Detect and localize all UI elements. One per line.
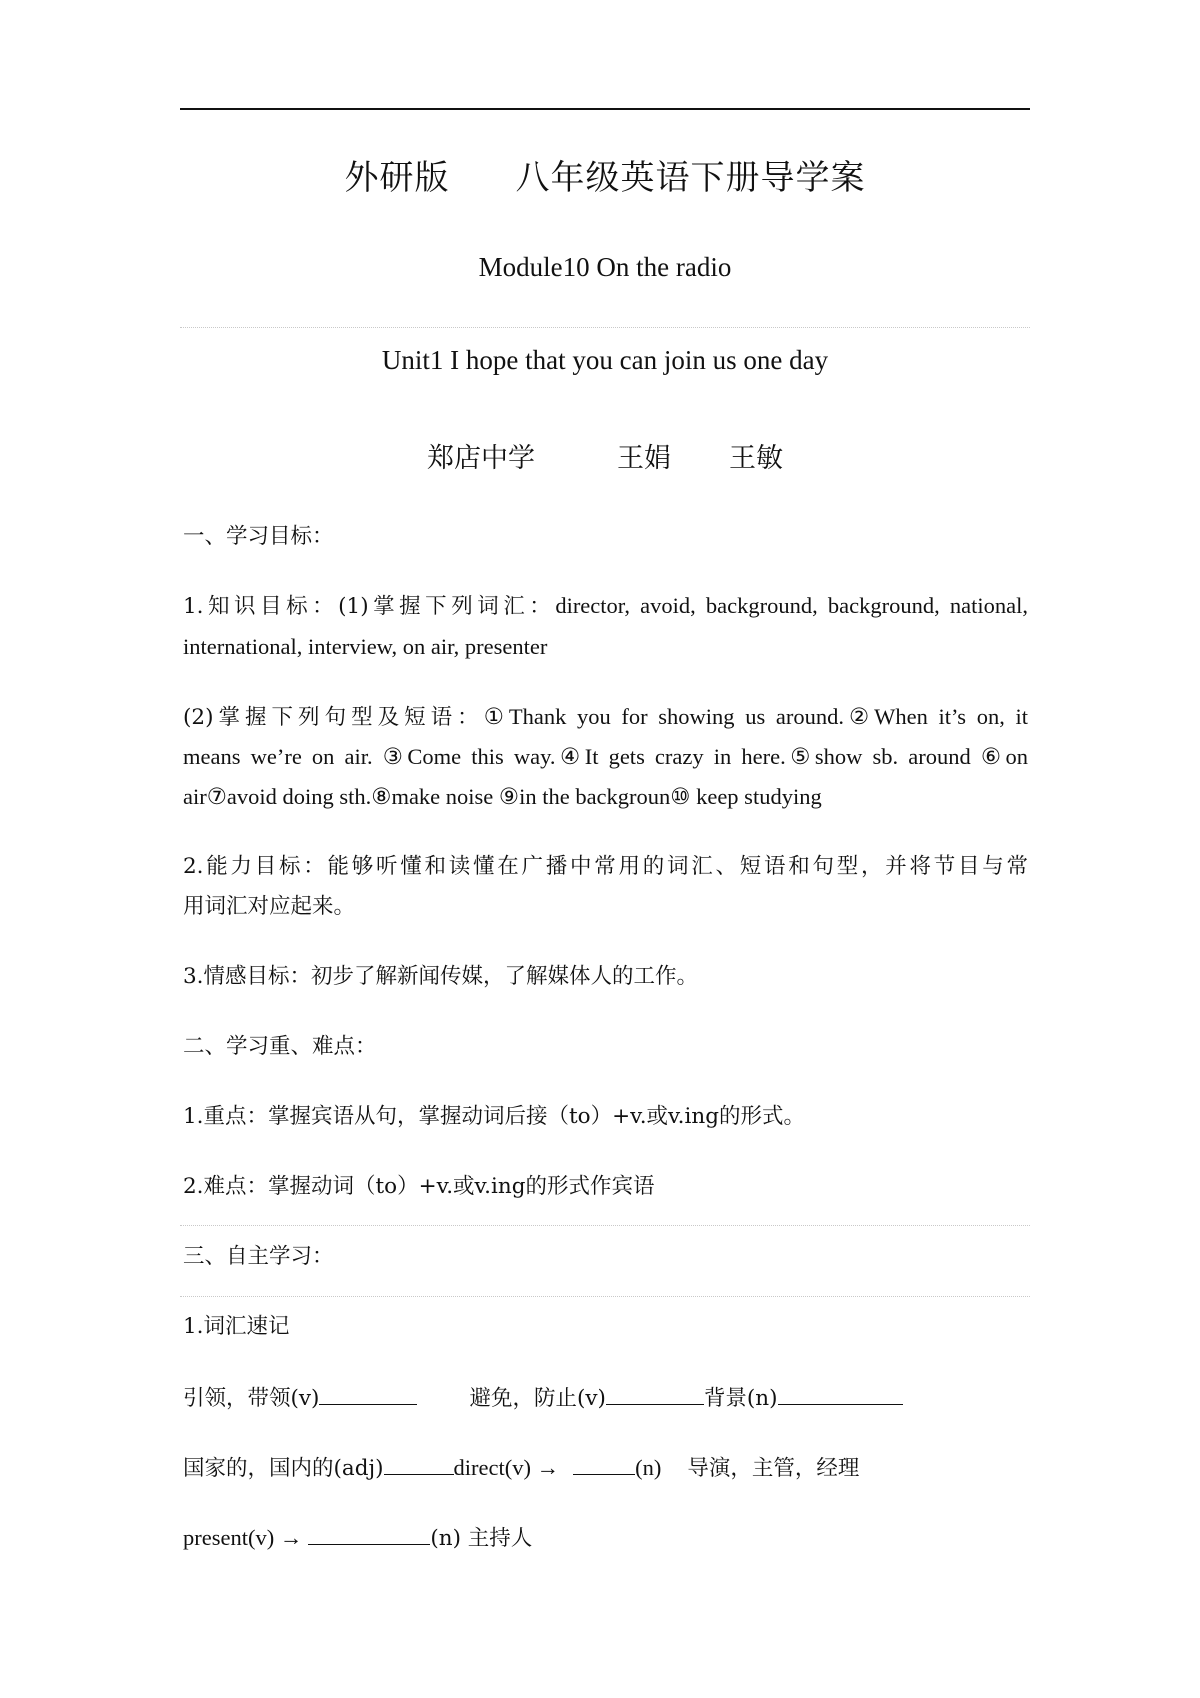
vocab-prompt: 引领，带领(v) xyxy=(183,1386,320,1411)
vocab-list-continued: international, interview, on air, presenter xyxy=(183,634,548,659)
vocab-prompt: direct(v) → xyxy=(453,1455,560,1480)
section-heading: 二、学习重、难点： xyxy=(183,1034,377,1059)
difficult-point: 2.难点：掌握动词（to）+v.或v.ing的形式作宾语 xyxy=(183,1174,655,1199)
vocab-row xyxy=(183,1452,1028,1484)
sentence-patterns-line xyxy=(183,702,1028,733)
vocab-list: director, avoid, background, background, national, xyxy=(555,593,1028,618)
answer-blank[interactable] xyxy=(308,1522,430,1545)
vocab-prompt: 导演，主管，经理 xyxy=(687,1456,860,1481)
sentence-patterns-continued: means we’re on air. ③Come this way.④It gets crazy in here.⑤show sb. around ⑥on xyxy=(183,744,1028,769)
vocab-heading: 1.词汇速记 xyxy=(183,1314,290,1339)
sentence-patterns-continued: air⑦avoid doing sth.⑧make noise ⑨in the backgroun⑩ keep studying xyxy=(183,784,822,809)
title-publisher: 外研版 xyxy=(344,158,450,198)
ability-goal: 2.能力目标：能够听懂和读懂在广播中常用的词汇、短语和句型，并将节目与常 xyxy=(183,854,1028,879)
section-heading: 三、自主学习： xyxy=(183,1244,334,1269)
author-name: 王敏 xyxy=(729,443,783,474)
school-name: 郑店中学 xyxy=(427,443,535,474)
vocab-row xyxy=(183,1382,1028,1414)
title-book: 八年级英语下册导学案 xyxy=(515,158,866,198)
section-heading: 一、学习目标： xyxy=(183,524,334,549)
sentence-patterns: ①Thank you for showing us around.②When it’s on, it xyxy=(483,704,1028,729)
vocab-prompt: (n) 主持人 xyxy=(430,1526,533,1551)
vocab-prompt: 背景(n) xyxy=(703,1386,778,1411)
answer-blank[interactable] xyxy=(384,1452,454,1475)
dotted-divider xyxy=(180,1296,1030,1297)
answer-blank[interactable] xyxy=(778,1382,903,1405)
sentence-patterns-label: (2)掌握下列句型及短语： xyxy=(183,705,484,730)
knowledge-goal-line xyxy=(183,591,1028,622)
dotted-divider xyxy=(180,1225,1030,1226)
dotted-divider xyxy=(180,327,1030,328)
vocab-prompt: (n) xyxy=(635,1455,662,1480)
vocab-row xyxy=(183,1522,1028,1554)
key-point: 1.重点：掌握宾语从句，掌握动词后接（to）+v.或v.ing的形式。 xyxy=(183,1104,805,1129)
knowledge-goal-label: 1.知识目标：(1)掌握下列词汇： xyxy=(183,594,556,619)
header-rule xyxy=(180,108,1030,110)
answer-blank[interactable] xyxy=(606,1382,704,1405)
emotion-goal: 3.情感目标：初步了解新闻传媒，了解媒体人的工作。 xyxy=(183,964,699,989)
unit-title: Unit1 I hope that you can join us one day xyxy=(381,345,829,375)
vocab-prompt: present(v) → xyxy=(183,1525,303,1550)
answer-blank[interactable] xyxy=(319,1382,417,1405)
module-title: Module10 On the radio xyxy=(478,252,732,282)
answer-blank[interactable] xyxy=(573,1452,635,1475)
page-title xyxy=(180,150,1030,199)
vocab-prompt: 避免，防止(v) xyxy=(469,1386,606,1411)
vocab-prompt: 国家的，国内的(adj) xyxy=(183,1456,384,1481)
author-name: 王娟 xyxy=(617,443,671,474)
ability-goal-continued: 用词汇对应起来。 xyxy=(183,894,356,919)
author-line xyxy=(180,436,1030,475)
